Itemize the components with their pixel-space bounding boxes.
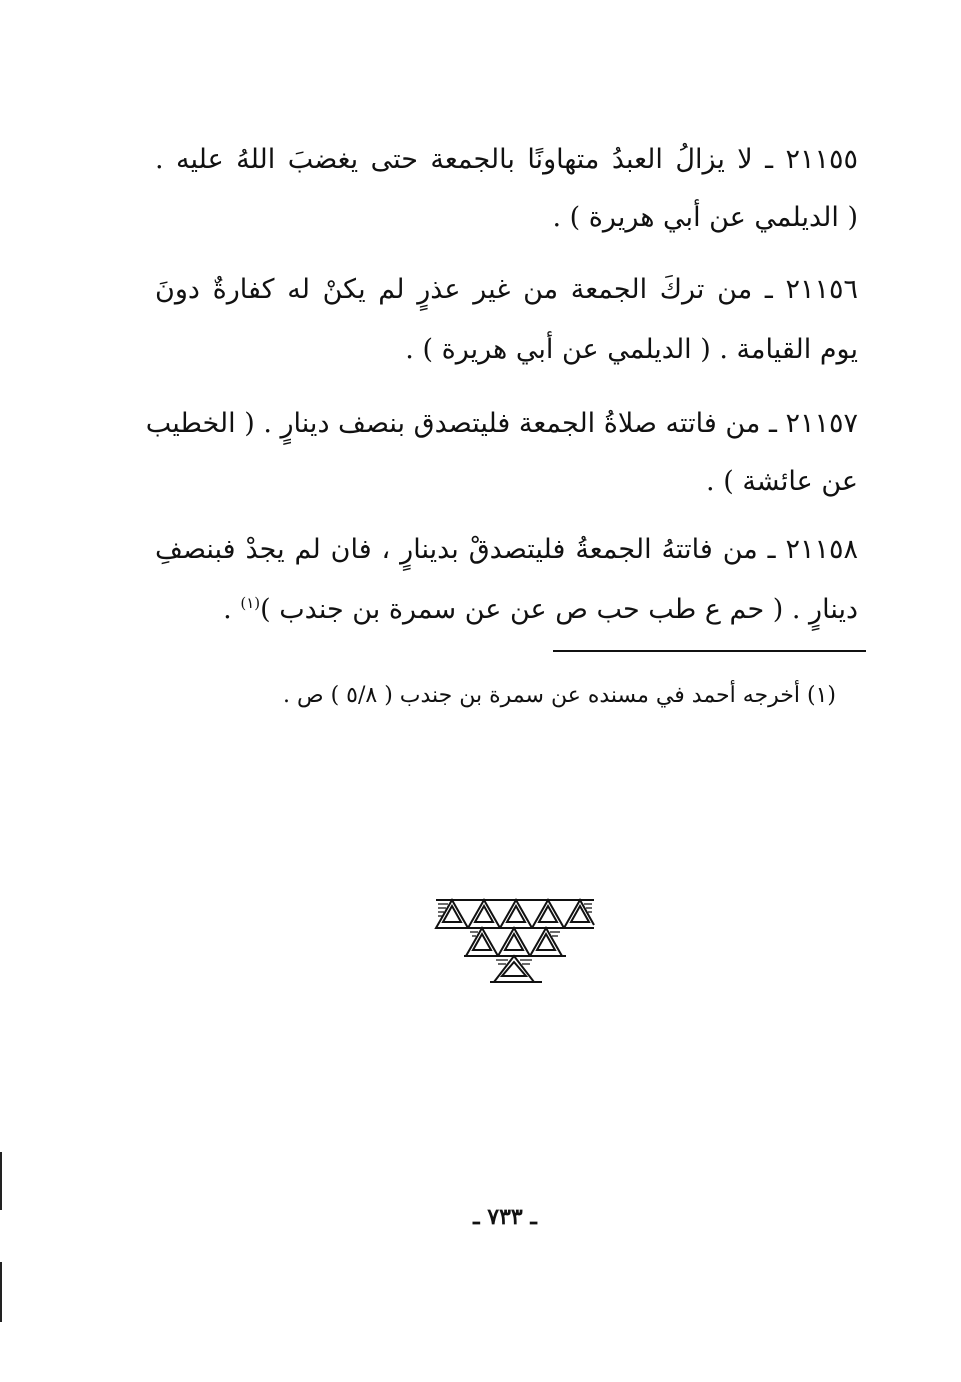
entry-21158-line-2: [223, 590, 858, 630]
entry-21157-line-1: ٢١١٥٧ ـ من فاتته صلاةُ الجمعة فليتصدق بنصف دينارٍ . ( الخطيب: [145, 408, 858, 439]
entry-21157-line-2: عن عائشة ) .: [706, 466, 858, 497]
footnote-reference: (١): [240, 594, 261, 612]
footnote-text: (١) أخرجه أحمد في مسنده عن سمرة بن جندب ( ٥/٨ ) ص .: [283, 683, 836, 708]
scan-edge-mark: [0, 1152, 2, 1210]
footnote-divider: [553, 650, 866, 652]
scan-edge-mark: [0, 1262, 2, 1322]
entry-21155-line-2: ( الديلمي عن أبي هريرة ) .: [552, 202, 858, 233]
entry-21158-line-1: ٢١١٥٨ ـ من فاتتهُ الجمعةُ فليتصدقْ بدينارٍ ، فان لم يجدْ فبنصفِ: [155, 534, 858, 565]
triangle-pattern-ornament-icon: [434, 898, 596, 984]
entry-21158-line-2-end: .: [223, 594, 241, 625]
page-number: ـ ٧٣٣ ـ: [473, 1204, 537, 1230]
entry-21155-line-1: ٢١١٥٥ ـ لا يزالُ العبدُ متهاونًا بالجمعة حتى يغضبَ اللهُ عليه .: [155, 144, 859, 175]
entry-21156-line-1: ٢١١٥٦ ـ من تركَ الجمعة من غير عذرٍ لم يكنْ له كفارةٌ دونَ: [155, 274, 858, 305]
entry-21156-line-2: يوم القيامة . ( الديلمي عن أبي هريرة ) .: [405, 334, 858, 365]
entry-21158-line-2-text: دينارٍ . ( حم ع طب حب ص عن عن سمرة بن جندب ): [260, 594, 858, 625]
